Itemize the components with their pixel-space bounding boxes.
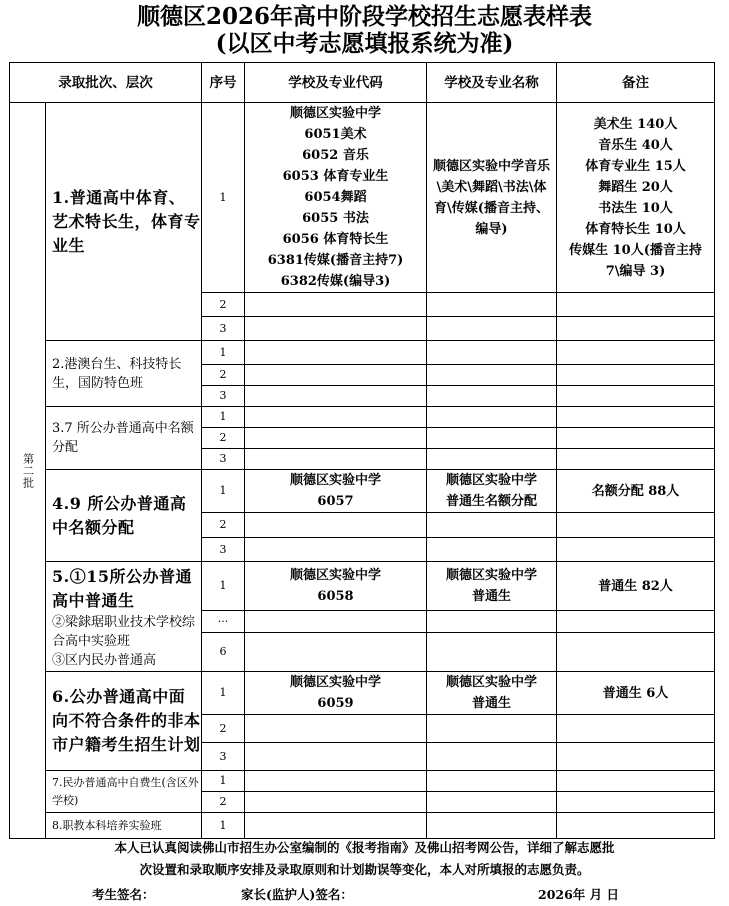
code-input-cell[interactable] xyxy=(245,317,427,341)
name-input-cell[interactable] xyxy=(427,611,557,633)
seq-cell: 1 xyxy=(202,407,245,428)
section-4-note-cell: 名额分配 88人 xyxy=(557,470,715,513)
code-input-cell[interactable] xyxy=(245,341,427,365)
section-1-note-cell xyxy=(557,103,715,293)
code-line: 6382传媒(编导3) xyxy=(280,274,391,289)
date-field[interactable]: 2026年 月 日 xyxy=(538,887,619,902)
seq-cell: 1 xyxy=(202,341,245,365)
seq-cell: 2 xyxy=(202,365,245,386)
code-input-cell[interactable] xyxy=(245,513,427,538)
name-input-cell[interactable] xyxy=(427,813,557,839)
note-cell xyxy=(557,386,715,407)
name-input-cell[interactable] xyxy=(427,407,557,428)
code-input-cell[interactable] xyxy=(245,428,427,449)
code-input-cell[interactable] xyxy=(245,792,427,813)
section-2-label: 2.港澳台生、科技特长生，国防特色班 xyxy=(46,341,202,407)
student-signature-label[interactable]: 考生签名： xyxy=(92,887,155,902)
note-cell xyxy=(557,513,715,538)
seq-cell: 1 xyxy=(202,813,245,839)
name-input-cell[interactable] xyxy=(427,365,557,386)
page-subtitle: (以区中考志愿填报系统为准) xyxy=(215,30,514,57)
note-line: 体育专业生 15人 xyxy=(585,158,686,174)
batch-cell xyxy=(10,103,46,839)
note-cell xyxy=(557,365,715,386)
note-cell xyxy=(557,813,715,839)
section-8-label: 8.职教本科培养实验班 xyxy=(46,813,202,839)
name-input-cell[interactable] xyxy=(427,771,557,792)
code-line: 顺德区实验中学 xyxy=(289,568,381,583)
name-input-cell[interactable] xyxy=(427,743,557,771)
section-6-name-cell[interactable] xyxy=(427,672,557,715)
code-line: 6055 书法 xyxy=(302,211,369,226)
header-batch: 录取批次、层次 xyxy=(10,63,202,103)
section-5-code-cell[interactable] xyxy=(245,562,427,611)
seq-cell: 3 xyxy=(202,743,245,771)
section-4-code-cell[interactable] xyxy=(245,470,427,513)
section-1-label: 1.普通高中体育、艺术特长生，体育专业生 xyxy=(46,103,202,341)
name-line: 顺德区实验中学 xyxy=(445,675,537,690)
code-line: 6381传媒(播音主持7) xyxy=(267,253,404,268)
name-input-cell[interactable] xyxy=(427,715,557,743)
seq-cell: 2 xyxy=(202,792,245,813)
note-cell xyxy=(557,538,715,562)
seq-cell: 6 xyxy=(202,633,245,672)
note-cell xyxy=(557,317,715,341)
code-input-cell[interactable] xyxy=(245,293,427,317)
seq-cell: 1 xyxy=(202,470,245,513)
name-input-cell[interactable] xyxy=(427,513,557,538)
code-line: 6053 体育专业生 xyxy=(282,169,389,184)
code-input-cell[interactable] xyxy=(245,743,427,771)
note-cell xyxy=(557,407,715,428)
code-line: 6052 音乐 xyxy=(302,148,369,163)
section-6-note-cell: 普通生 6人 xyxy=(557,672,715,715)
code-line: 6051美术 xyxy=(304,127,367,142)
name-input-cell[interactable] xyxy=(427,386,557,407)
name-line: 普通生 xyxy=(471,589,511,604)
name-line: 普通生 xyxy=(471,696,511,711)
section-4-label: 4.9 所公办普通高中名额分配 xyxy=(46,470,202,562)
seq-cell: 2 xyxy=(202,428,245,449)
note-line: 传媒生 10人(播音主持 7\编导 3) xyxy=(569,242,702,279)
note-cell xyxy=(557,792,715,813)
name-line: 顺德区实验中学 xyxy=(445,568,537,583)
seq-cell: 3 xyxy=(202,449,245,470)
header-name: 学校及专业名称 xyxy=(427,63,557,103)
code-line: 顺德区实验中学 xyxy=(289,675,381,690)
note-line: 体育特长生 10人 xyxy=(585,221,686,237)
code-input-cell[interactable] xyxy=(245,449,427,470)
section-1-code-cell[interactable] xyxy=(245,103,427,293)
name-line: 普通生名额分配 xyxy=(445,494,537,509)
code-line: 顺德区实验中学 xyxy=(289,473,381,488)
section-4-name-cell[interactable] xyxy=(427,470,557,513)
section-5-sub-1: ②梁銶琚职业技术学校综合高中实验班 xyxy=(52,615,196,649)
declaration-line-2: 次设置和录取顺序安排及录取原则和计划勘误等变化，本人对所填报的志愿负责。 xyxy=(139,862,590,877)
batch-label: 第二批 xyxy=(21,452,35,489)
name-input-cell[interactable] xyxy=(427,341,557,365)
seq-cell: 3 xyxy=(202,317,245,341)
name-line: 顺德区实验中学 xyxy=(445,473,537,488)
seq-cell: 1 xyxy=(202,771,245,792)
code-input-cell[interactable] xyxy=(245,715,427,743)
seq-cell: 3 xyxy=(202,538,245,562)
code-input-cell[interactable] xyxy=(245,538,427,562)
name-input-cell[interactable] xyxy=(427,633,557,672)
note-cell xyxy=(557,611,715,633)
seq-ellipsis: ··· xyxy=(202,611,245,633)
section-5-name-cell[interactable] xyxy=(427,562,557,611)
name-input-cell[interactable] xyxy=(427,293,557,317)
name-input-cell[interactable] xyxy=(427,449,557,470)
note-cell xyxy=(557,428,715,449)
section-6-code-cell[interactable] xyxy=(245,672,427,715)
header-code: 学校及专业代码 xyxy=(245,63,427,103)
code-input-cell[interactable] xyxy=(245,407,427,428)
seq-cell: 2 xyxy=(202,715,245,743)
code-input-cell[interactable] xyxy=(245,813,427,839)
name-input-cell[interactable] xyxy=(427,792,557,813)
seq-cell: 2 xyxy=(202,513,245,538)
parent-signature-label[interactable]: 家长(监护人)签名： xyxy=(241,887,353,902)
code-line: 6058 xyxy=(317,589,354,604)
name-input-cell[interactable] xyxy=(427,428,557,449)
name-input-cell[interactable] xyxy=(427,317,557,341)
code-input-cell[interactable] xyxy=(245,386,427,407)
header-note: 备注 xyxy=(557,63,715,103)
name-input-cell[interactable] xyxy=(427,538,557,562)
note-line: 舞蹈生 20人 xyxy=(598,179,673,195)
section-5-label: 5.①15所公办普通高中普通生 xyxy=(52,567,192,610)
note-cell xyxy=(557,633,715,672)
code-line: 6054舞蹈 xyxy=(304,190,367,205)
section-5-sub-2: ③区内民办普通高 xyxy=(52,653,157,668)
section-3-label: 3.7 所公办普通高中名额分配 xyxy=(46,407,202,470)
code-input-cell[interactable] xyxy=(245,771,427,792)
code-input-cell[interactable] xyxy=(245,365,427,386)
section-6-label: 6.公办普通高中面向不符合条件的非本市户籍考生招生计划 xyxy=(46,672,202,771)
page-title: 顺德区2026年高中阶段学校招生志愿表样表 xyxy=(136,3,592,30)
seq-cell: 1 xyxy=(202,562,245,611)
application-form-table xyxy=(9,62,715,839)
code-input-cell[interactable] xyxy=(245,633,427,672)
seq-cell: 1 xyxy=(202,672,245,715)
section-1-name-cell[interactable]: 顺德区实验中学音乐\美术\舞蹈\书法\体育\传媒(播音主持、编导) xyxy=(427,103,557,293)
seq-cell: 1 xyxy=(202,103,245,293)
code-line: 6056 体育特长生 xyxy=(282,232,389,247)
note-cell xyxy=(557,715,715,743)
header-seq: 序号 xyxy=(202,63,245,103)
note-cell xyxy=(557,293,715,317)
note-line: 书法生 10人 xyxy=(598,200,673,216)
code-input-cell[interactable] xyxy=(245,611,427,633)
note-line: 音乐生 40人 xyxy=(598,137,673,153)
note-cell xyxy=(557,743,715,771)
note-line: 美术生 140人 xyxy=(593,116,678,132)
seq-cell: 3 xyxy=(202,386,245,407)
code-line: 6059 xyxy=(317,696,354,711)
note-cell xyxy=(557,341,715,365)
declaration-line-1: 本人已认真阅读佛山市招生办公室编制的《报考指南》及佛山招考网公告，详细了解志愿批 xyxy=(114,840,615,855)
seq-cell: 2 xyxy=(202,293,245,317)
note-cell xyxy=(557,771,715,792)
section-5-label-cell xyxy=(46,562,202,672)
section-7-label: 7.民办普通高中自费生(含区外学校) xyxy=(46,771,202,813)
code-line: 顺德区实验中学 xyxy=(289,106,381,121)
note-cell xyxy=(557,449,715,470)
section-5-note-cell: 普通生 82人 xyxy=(557,562,715,611)
code-line: 6057 xyxy=(317,494,354,509)
